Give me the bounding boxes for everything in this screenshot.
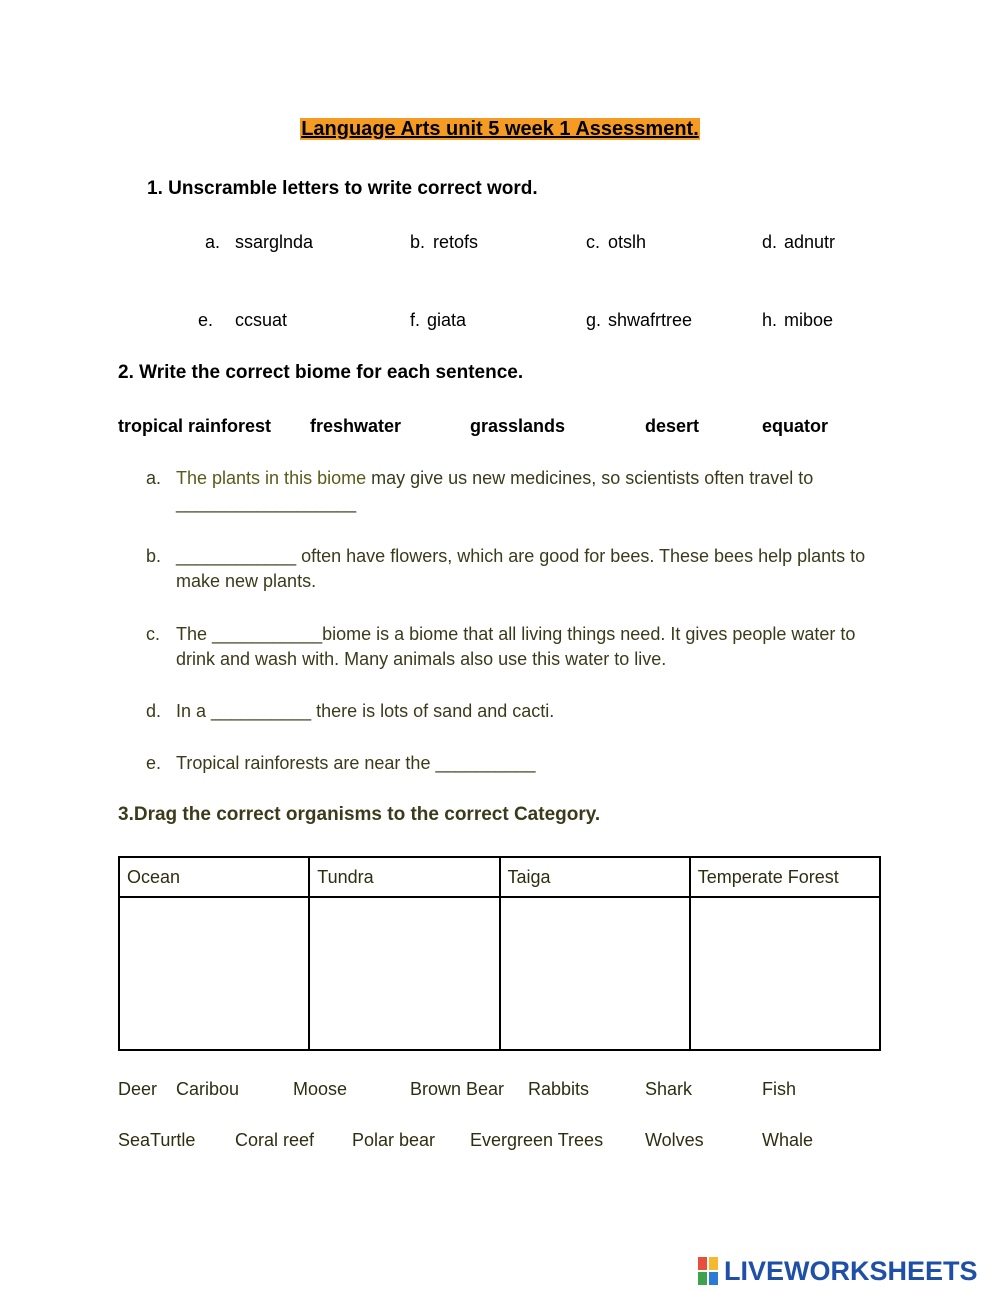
sentence-text: may give us new medicines, so scientists often travel to __________________ bbox=[176, 468, 814, 513]
page-title: Language Arts unit 5 week 1 Assessment. bbox=[301, 118, 699, 140]
liveworksheets-logo-text: LIVEWORKSHEETS bbox=[724, 1255, 978, 1286]
category-header-ocean: Ocean bbox=[119, 857, 309, 897]
unscramble-label-b: b. bbox=[410, 232, 426, 252]
drop-zone-taiga[interactable] bbox=[500, 897, 690, 1050]
unscramble-word-g: shwafrtree bbox=[608, 310, 693, 330]
unscramble-word-a: ssarglnda bbox=[235, 232, 314, 252]
liveworksheets-logo bbox=[698, 1256, 978, 1286]
question-2-heading: 2. Write the correct biome for each sentence. bbox=[118, 362, 524, 383]
unscramble-label-h: h. bbox=[762, 310, 778, 330]
word-bank-item: freshwater bbox=[310, 416, 402, 436]
organism-shark[interactable]: Shark bbox=[645, 1079, 693, 1099]
sentence-text: In a __________ there is lots of sand and cacti. bbox=[176, 701, 555, 721]
word-bank-item: desert bbox=[645, 416, 700, 436]
organism-rabbits[interactable]: Rabbits bbox=[528, 1079, 590, 1099]
unscramble-label-g: g. bbox=[586, 310, 602, 330]
organism-seaturtle[interactable]: SeaTurtle bbox=[118, 1130, 196, 1150]
sentence-label: d. bbox=[146, 701, 162, 721]
organism-wolves[interactable]: Wolves bbox=[645, 1130, 704, 1150]
sentence-label: c. bbox=[146, 624, 161, 644]
organism-brown-bear[interactable]: Brown Bear bbox=[410, 1079, 505, 1099]
category-header-temperate-forest: Temperate Forest bbox=[690, 857, 880, 897]
unscramble-word-f: giata bbox=[427, 310, 467, 330]
unscramble-label-f: f. bbox=[410, 310, 421, 330]
organism-evergreen-trees[interactable]: Evergreen Trees bbox=[470, 1130, 604, 1150]
organism-coral-reef[interactable]: Coral reef bbox=[235, 1130, 315, 1150]
sentence-text: The ___________biome is a biome that all living things need. It gives people water to drink and wash with. Many animals also use this water to live. bbox=[176, 624, 856, 669]
word-bank-item: tropical rainforest bbox=[118, 416, 272, 436]
drop-zone-tundra[interactable] bbox=[309, 897, 499, 1050]
drop-zone-temperate-forest[interactable] bbox=[690, 897, 880, 1050]
organism-moose[interactable]: Moose bbox=[293, 1079, 348, 1099]
organism-polar-bear[interactable]: Polar bear bbox=[352, 1130, 436, 1150]
unscramble-label-d: d. bbox=[762, 232, 778, 252]
unscramble-word-b: retofs bbox=[433, 232, 479, 252]
category-table bbox=[118, 856, 881, 1051]
question-1-heading: 1. Unscramble letters to write correct word. bbox=[147, 178, 538, 199]
liveworksheets-logo-icon bbox=[698, 1257, 720, 1285]
word-bank-item: equator bbox=[762, 416, 829, 436]
unscramble-word-e: ccsuat bbox=[235, 310, 288, 330]
unscramble-label-e: e. bbox=[198, 310, 214, 330]
sentence-highlight: The plants in this biome bbox=[176, 468, 367, 488]
unscramble-label-c: c. bbox=[586, 232, 601, 252]
organism-fish[interactable]: Fish bbox=[762, 1079, 797, 1099]
category-header-tundra: Tundra bbox=[309, 857, 499, 897]
drop-zone-ocean[interactable] bbox=[119, 897, 309, 1050]
word-bank-item: grasslands bbox=[470, 416, 566, 436]
sentence-label: e. bbox=[146, 753, 162, 773]
category-header-taiga: Taiga bbox=[500, 857, 690, 897]
sentence-label: a. bbox=[146, 468, 162, 488]
sentence-text: Tropical rainforests are near the __________ bbox=[176, 753, 536, 773]
organism-caribou[interactable]: Caribou bbox=[176, 1079, 240, 1099]
unscramble-word-h: miboe bbox=[784, 310, 834, 330]
sentence-label: b. bbox=[146, 546, 162, 566]
sentence-text: ____________ often have flowers, which are good for bees. These bees help plants to make new plants. bbox=[176, 546, 866, 591]
unscramble-word-c: otslh bbox=[608, 232, 647, 252]
question-3-heading: 3.Drag the correct organisms to the correct Category. bbox=[118, 804, 601, 825]
organism-deer[interactable]: Deer bbox=[118, 1079, 158, 1099]
organism-whale[interactable]: Whale bbox=[762, 1130, 814, 1150]
unscramble-word-d: adnutr bbox=[784, 232, 836, 252]
unscramble-label-a: a. bbox=[205, 232, 221, 252]
